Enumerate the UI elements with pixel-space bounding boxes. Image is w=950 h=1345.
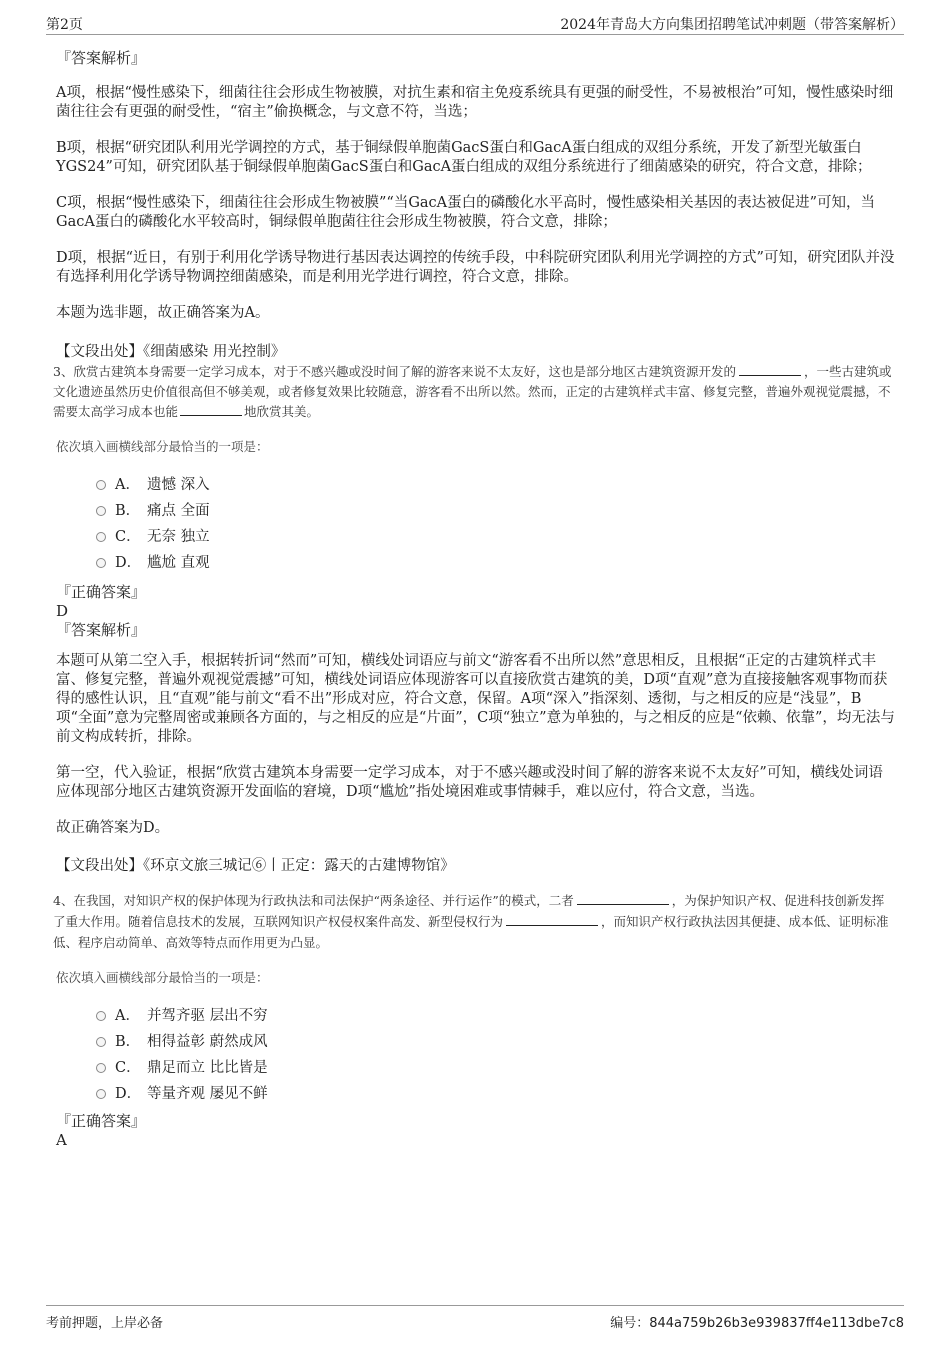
option-b[interactable]: B． 相得益彰 蔚然成风: [96, 1029, 896, 1055]
radio-icon[interactable]: [96, 1037, 106, 1047]
option-c[interactable]: C． 无奈 独立: [96, 524, 896, 550]
analysis-paragraph: 本题可从第二空入手，根据转折词“然而”可知，横线处词语应与前文“游客看不出所以然”意思相反，且根据“正定的古建筑样式丰富、修复完整，普遍外观视觉震撼”可知，横线处词语应体现游客可以直接欣赏古建筑的美，D项“直观”意为直接接触客观事物而获得的感性认识，且“直观”能与前文“看不出”形成对应，符合文意，保留。A项“深入”指深刻、透彻，与之相反的应是“浅显”，B项“全面”意为完整周密或兼顾各方面的，与之相反的应是“片面”，C项“独立”意为单独的，与之相反的应是“依赖、依靠”，均无法与前文构成转折，排除。: [56, 653, 895, 745]
question-4-options: [96, 1003, 896, 1107]
option-d[interactable]: D． 尴尬 直观: [96, 550, 896, 576]
correct-answer-label: 『正确答案』: [56, 583, 147, 601]
radio-icon[interactable]: [96, 506, 106, 516]
analysis-conclusion: 本题为选非题，故正确答案为A。: [56, 305, 270, 321]
correct-answer: A: [56, 1131, 67, 1149]
question-3-options: [96, 472, 896, 576]
analysis-paragraph: B项，根据“研究团队利用光学调控的方式，基于铜绿假单胞菌GacS蛋白和GacA蛋白组成的双组分系统，开发了新型光敏蛋白YGS24”可知，研究团队基于铜绿假单胞菌GacS蛋白和GacA蛋白组成的双组分系统进行了细菌感染的研究，符合文意，排除；: [56, 140, 872, 175]
option-a[interactable]: A． 并驾齐驱 层出不穷: [96, 1003, 896, 1029]
document-code: 编号：844a759b26b3e939837ff4e113dbe7c8: [610, 1316, 904, 1331]
page-number: 第2页: [46, 17, 83, 33]
analysis-paragraph: A项，根据“慢性感染下，细菌往往会形成生物被膜，对抗生素和宿主免疫系统具有更强的耐受性，不易被根治”可知，慢性感染时细菌往往会有更强的耐受性，“宿主”偷换概念，与文意不符，当选；: [56, 85, 894, 120]
analysis-paragraph: D项，根据“近日，有别于利用化学诱导物进行基因表达调控的传统手段，中科院研究团队利用光学调控的方式”可知，研究团队并没有选择利用化学诱导物调控细菌感染，而是利用光学进行调控，符合文意，排除。: [56, 250, 895, 285]
correct-answer-label: 『正确答案』: [56, 1112, 147, 1130]
blank-2: [506, 925, 598, 926]
analysis-label: 『答案解析』: [56, 49, 147, 67]
radio-icon[interactable]: [96, 558, 106, 568]
analysis-label: 『答案解析』: [56, 621, 147, 639]
analysis-paragraph: 第一空，代入验证，根据“欣赏古建筑本身需要一定学习成本，对于不感兴趣或没时间了解的游客来说不太友好”可知，横线处词语应体现部分地区古建筑资源开发面临的窘境，D项“尴尬”指处境困难或事情棘手，难以应付，符合文意，当选。: [56, 765, 883, 800]
footer-slogan: 考前押题，上岸必备: [46, 1316, 164, 1331]
main-content: [53, 44, 896, 1149]
option-b[interactable]: B． 痛点 全面: [96, 498, 896, 524]
correct-answer: D: [56, 602, 69, 620]
page-header: [46, 12, 904, 35]
page-footer: [46, 1305, 904, 1330]
question-prompt: 依次填入画横线部分最恰当的一项是：: [56, 970, 269, 985]
question-prompt: 依次填入画横线部分最恰当的一项是：: [56, 439, 269, 454]
radio-icon[interactable]: [96, 1089, 106, 1099]
option-a[interactable]: A． 遗憾 深入: [96, 472, 896, 498]
passage-source: 【文段出处】《细菌感染 用光控制》: [56, 344, 286, 360]
radio-icon[interactable]: [96, 480, 106, 490]
radio-icon[interactable]: [96, 532, 106, 542]
question-4-stem: 4、在我国，对知识产权的保护体现为行政执法和司法保护“两条途径、并行运作”的模式，二者 ，为保护知识产权、促进科技创新发挥了重大作用。随着信息技术的发展，互联网知识产权侵权案件高发、新型侵权行为 ，而知识产权行政执法因其便捷、成本低、证明标准低、程序启动简单、高效等特点而作用更为凸显。: [53, 893, 889, 950]
blank-2: [180, 415, 242, 416]
radio-icon[interactable]: [96, 1011, 106, 1021]
analysis-conclusion: 故正确答案为D。: [56, 820, 170, 836]
analysis-paragraph: C项，根据“慢性感染下，细菌往往会形成生物被膜”“当GacA蛋白的磷酸化水平高时，慢性感染相关基因的表达被促进”可知，当GacA蛋白的磷酸化水平较高时，铜绿假单胞菌往往会形成生物被膜，符合文意，排除；: [56, 195, 876, 230]
radio-icon[interactable]: [96, 1063, 106, 1073]
option-d[interactable]: D． 等量齐观 屡见不鲜: [96, 1081, 896, 1107]
document-title: 2024年青岛大方向集团招聘笔试冲刺题（带答案解析）: [560, 17, 904, 33]
option-c[interactable]: C． 鼎足而立 比比皆是: [96, 1055, 896, 1081]
question-3-stem: 3、欣赏古建筑本身需要一定学习成本，对于不感兴趣或没时间了解的游客来说不太友好，这也是部分地区古建筑资源开发的 ，一些古建筑或文化遗迹虽然历史价值很高但不够美观，或者修复效果比较随意，游客看不出所以然。然而，正定的古建筑样式丰富、修复完整，普遍外观视觉震撼，不需要太高学习成本也能 地欣赏其美。: [53, 364, 892, 419]
passage-source: 【文段出处】《环京文旅三城记⑥丨正定：露天的古建博物馆》: [56, 858, 455, 874]
blank-1: [739, 375, 801, 376]
blank-1: [577, 904, 669, 905]
